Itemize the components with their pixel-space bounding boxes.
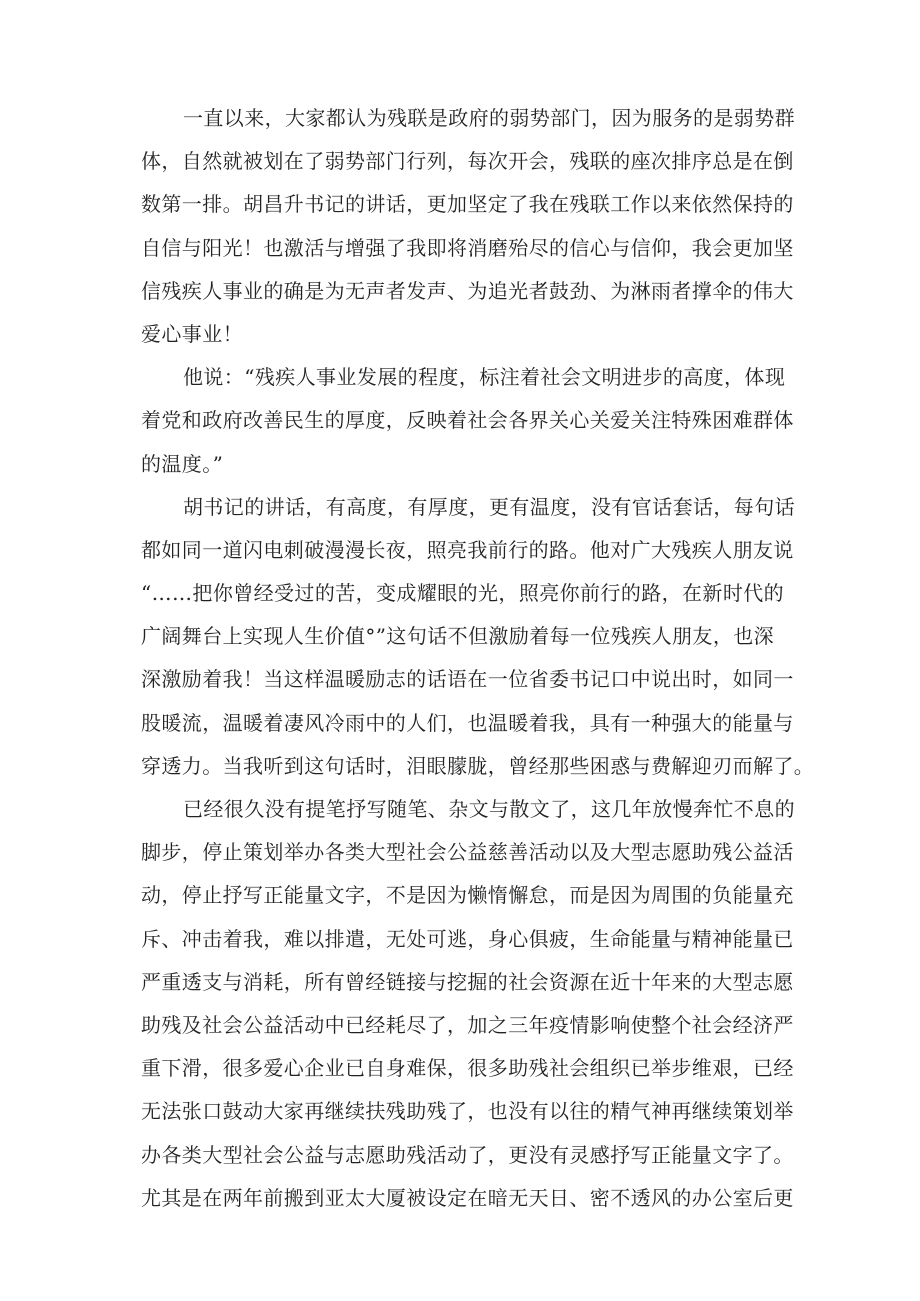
text-line: 脚步，停止策划举办各类大型社会公益慈善活动以及大型志愿助残公益活 — [141, 840, 794, 865]
text-line: 重下滑，很多爱心企业已自身难保，很多助残社会组织已举步维艰，已经 — [141, 1056, 794, 1081]
text-line: 办各类大型社会公益与志愿助残活动了，更没有灵感抒写正能量文字了。 — [141, 1142, 794, 1167]
text-line: 爱心事业！ — [141, 321, 243, 346]
text-line: 广阔舞台上实现人生价值°”这句话不但激励着每一位残疾人朋友，也深 — [141, 624, 775, 649]
text-line: 严重透支与消耗，所有曾经链接与挖掘的社会资源在近十年来的大型志愿 — [141, 969, 794, 994]
text-line: 股暖流，温暖着凄风冷雨中的人们，也温暖着我，具有一种强大的能量与 — [141, 710, 794, 735]
text-line: 已经很久没有提笔抒写随笔、杂文与散文了，这几年放慢奔忙不息的 — [183, 797, 795, 821]
text-line: 胡书记的讲话，有高度，有厚度，更有温度，没有官话套话，每句话 — [183, 494, 795, 519]
text-line: 着党和政府改善民生的厚度，反映着社会各界关心关爱关注特殊困难群体 — [141, 408, 794, 433]
text-line: “……把你曾经受过的苦，变成耀眼的光，照亮你前行的路，在新时代的 — [141, 581, 785, 606]
text-line: 斥、冲击着我，难以排遣，无处可逃，身心俱疲，生命能量与精神能量已 — [141, 926, 794, 951]
text-line: 的温度。” — [141, 451, 224, 476]
text-line: 深激励着我！当这样温暖励志的话语在一位省委书记口中说出时，如同一 — [141, 667, 794, 692]
text-line: 体，自然就被划在了弱势部门行列，每次开会，残联的座次排序总是在倒 — [141, 149, 794, 174]
paragraph — [141, 486, 815, 788]
paragraph — [141, 356, 794, 486]
text-line: 无法张口鼓动大家再继续扶残助残了，也没有以往的精气神再继续策划举 — [141, 1099, 794, 1124]
text-line: 动，停止抒写正能量文字，不是因为懒惰懈怠，而是因为周围的负能量充 — [141, 883, 794, 908]
text-line: 信残疾人事业的确是为无声者发声、为追光者鼓劲、为淋雨者撑伞的伟大 — [141, 278, 794, 303]
text-line: 都如同一道闪电刺破漫漫长夜，照亮我前行的路。他对广大残疾人朋友说 — [141, 537, 794, 562]
text-line: 他说：“残疾人事业发展的程度，标注着社会文明进步的高度，体现 — [183, 365, 786, 390]
paragraph — [141, 788, 795, 1220]
text-line: 穿透力。当我听到这句话时，泪眼朦胧，曾经那些困惑与费解迎刃而解了。 — [141, 753, 815, 778]
text-line: 自信与阳光！也激活与增强了我即将消磨殆尽的信心与信仰，我会更加坚 — [141, 235, 794, 260]
text-line: 尤其是在两年前搬到亚太大厦被设定在暗无天日、密不透风的办公室后更 — [141, 1185, 794, 1210]
text-line: 数第一排。胡昌升书记的讲话，更加坚定了我在残联工作以来依然保持的 — [141, 192, 794, 217]
text-line: 一直以来，大家都认为残联是政府的弱势部门，因为服务的是弱势群 — [183, 106, 795, 130]
text-line: 助残及社会公益活动中已经耗尽了，加之三年疫情影响使整个社会经济严 — [141, 1012, 794, 1037]
document-body — [141, 97, 815, 1220]
paragraph — [141, 97, 795, 356]
